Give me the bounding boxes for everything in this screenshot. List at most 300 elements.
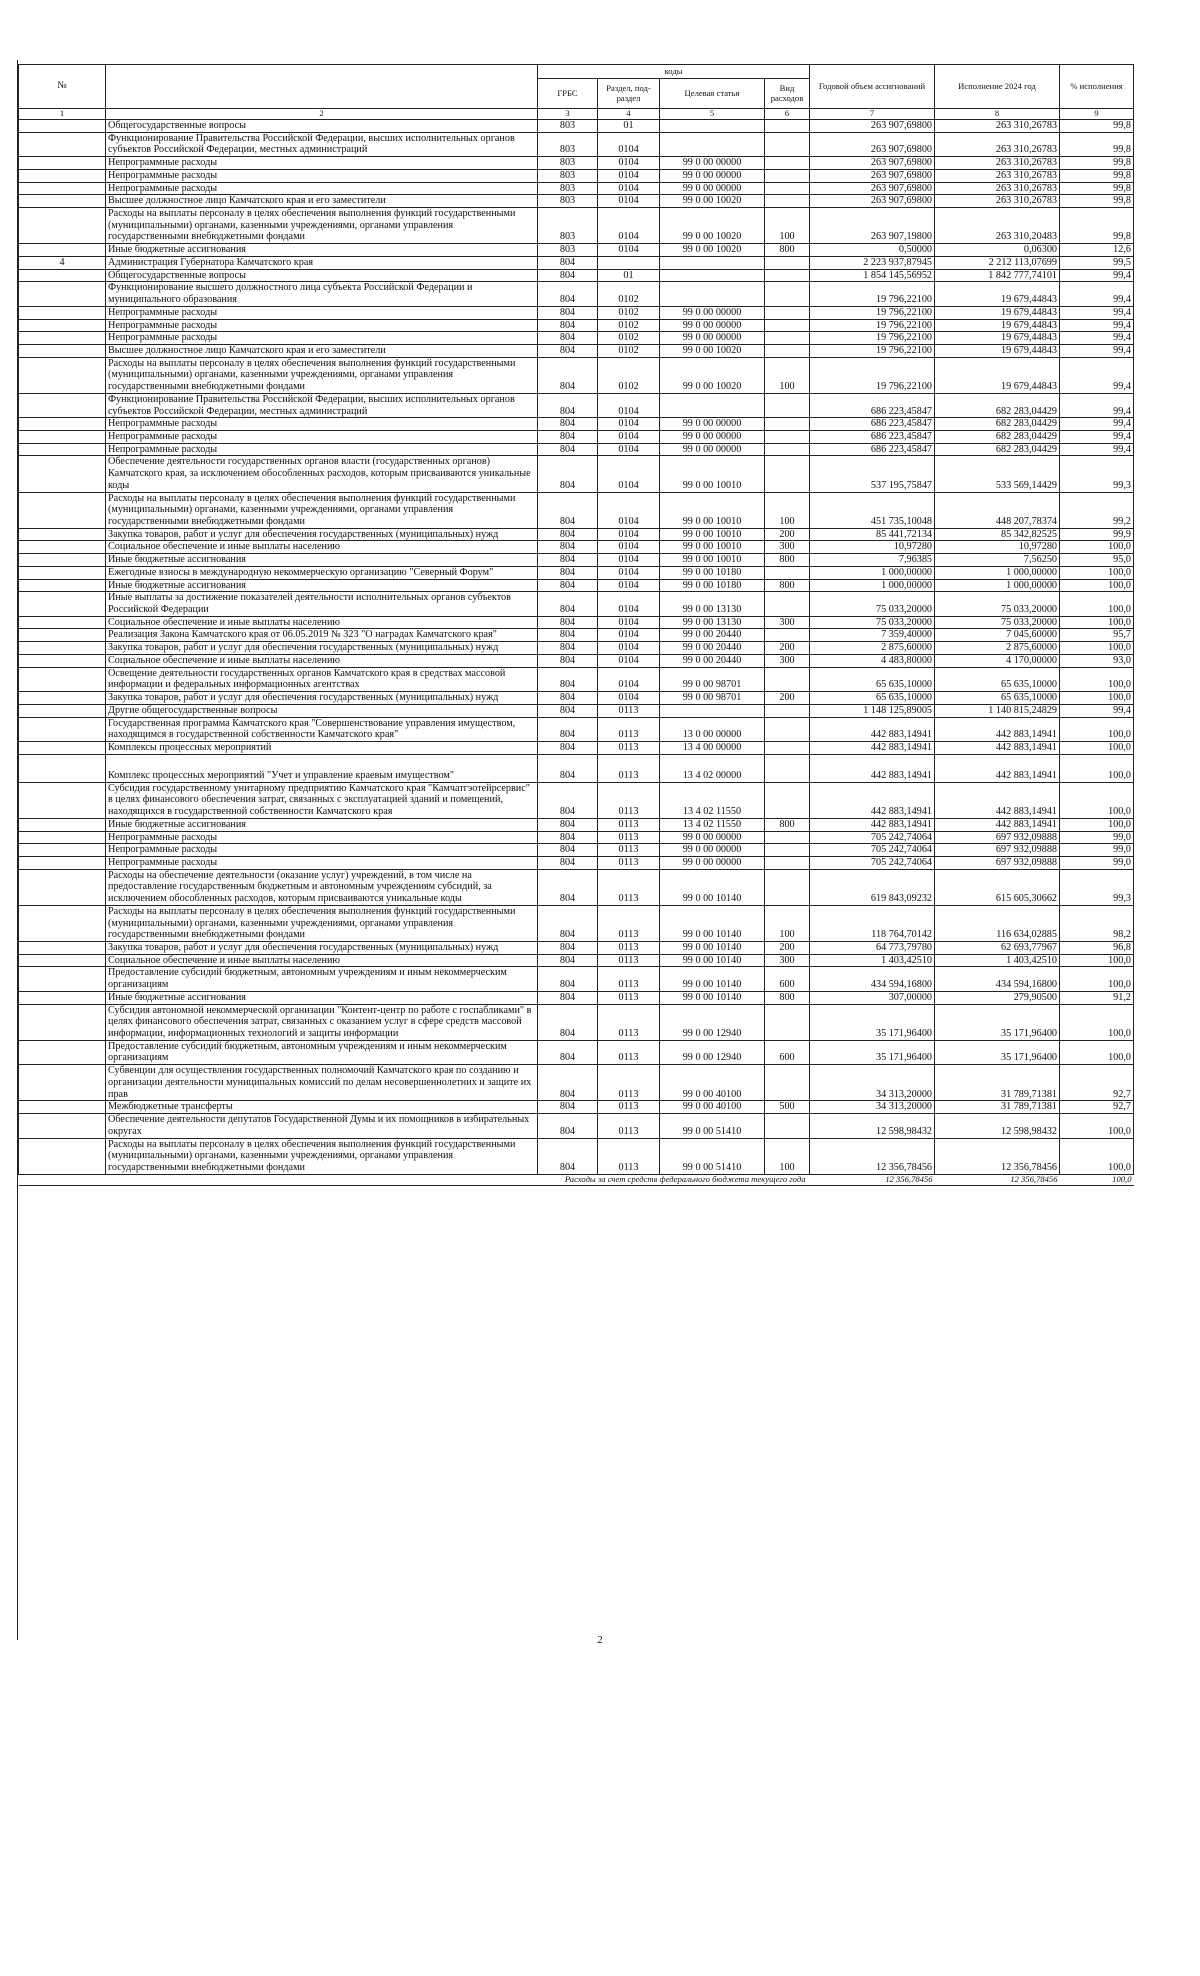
cell-section: 0104 bbox=[598, 692, 660, 705]
cell-annual-amount: 686 223,45847 bbox=[810, 393, 935, 417]
cell-percent: 99,4 bbox=[1060, 704, 1134, 717]
cell-percent: 100,0 bbox=[1060, 754, 1134, 782]
cell-section: 0104 bbox=[598, 182, 660, 195]
colnum: 5 bbox=[660, 109, 765, 120]
cell-num bbox=[19, 195, 106, 208]
table-row bbox=[19, 492, 1134, 528]
cell-section: 0113 bbox=[598, 1114, 660, 1138]
cell-percent: 100,0 bbox=[1060, 566, 1134, 579]
cell-grbs: 804 bbox=[538, 541, 598, 554]
cell-expense-kind bbox=[765, 319, 810, 332]
cell-section: 0104 bbox=[598, 629, 660, 642]
cell-execution: 85 342,82525 bbox=[935, 528, 1060, 541]
cell-annual-amount: 19 796,22100 bbox=[810, 306, 935, 319]
cell-execution: 19 679,44843 bbox=[935, 344, 1060, 357]
cell-grbs: 804 bbox=[538, 667, 598, 691]
cell-expense-kind: 200 bbox=[765, 942, 810, 955]
cell-section: 0113 bbox=[598, 831, 660, 844]
cell-target-article bbox=[660, 393, 765, 417]
cell-section: 0113 bbox=[598, 954, 660, 967]
cell-execution: 1 403,42510 bbox=[935, 954, 1060, 967]
cell-execution: 2 875,60000 bbox=[935, 642, 1060, 655]
cell-name: Социальное обеспечение и иные выплаты населению bbox=[106, 616, 538, 629]
cell-expense-kind: 100 bbox=[765, 357, 810, 393]
cell-target-article: 13 4 02 11550 bbox=[660, 782, 765, 818]
budget-execution-table bbox=[18, 64, 1134, 1186]
cell-target-article: 99 0 00 51410 bbox=[660, 1138, 765, 1174]
cell-execution: 2 212 113,07699 bbox=[935, 256, 1060, 269]
cell-percent: 99,4 bbox=[1060, 319, 1134, 332]
cell-percent: 96,8 bbox=[1060, 942, 1134, 955]
cell-target-article: 99 0 00 10140 bbox=[660, 905, 765, 941]
cell-execution: 12 356,78456 bbox=[935, 1138, 1060, 1174]
cell-grbs: 804 bbox=[538, 967, 598, 991]
table-row bbox=[19, 1114, 1134, 1138]
cell-annual-amount: 442 883,14941 bbox=[810, 754, 935, 782]
cell-execution: 682 283,04429 bbox=[935, 418, 1060, 431]
cell-annual-amount: 307,00000 bbox=[810, 991, 935, 1004]
cell-expense-kind bbox=[765, 169, 810, 182]
cell-num bbox=[19, 667, 106, 691]
cell-execution: 263 310,26783 bbox=[935, 169, 1060, 182]
cell-execution: 448 207,78374 bbox=[935, 492, 1060, 528]
cell-annual-amount: 19 796,22100 bbox=[810, 332, 935, 345]
cell-target-article: 99 0 00 00000 bbox=[660, 157, 765, 170]
cell-target-article: 99 0 00 13130 bbox=[660, 616, 765, 629]
cell-annual-amount: 705 242,74064 bbox=[810, 844, 935, 857]
table-row bbox=[19, 1138, 1134, 1174]
cell-name: Иные бюджетные ассигнования bbox=[106, 991, 538, 1004]
cell-num bbox=[19, 1004, 106, 1040]
table-row bbox=[19, 1065, 1134, 1101]
cell-name: Социальное обеспечение и иные выплаты населению bbox=[106, 954, 538, 967]
cell-execution: 442 883,14941 bbox=[935, 754, 1060, 782]
table-row bbox=[19, 818, 1134, 831]
cell-target-article: 99 0 00 00000 bbox=[660, 169, 765, 182]
cell-section: 0113 bbox=[598, 967, 660, 991]
cell-expense-kind bbox=[765, 456, 810, 492]
cell-target-article: 99 0 00 00000 bbox=[660, 430, 765, 443]
cell-num bbox=[19, 566, 106, 579]
cell-target-article: 99 0 00 10140 bbox=[660, 967, 765, 991]
cell-name: Межбюджетные трансферты bbox=[106, 1101, 538, 1114]
cell-num bbox=[19, 430, 106, 443]
table-row bbox=[19, 667, 1134, 691]
cell-expense-kind bbox=[765, 443, 810, 456]
cell-percent: 99,5 bbox=[1060, 256, 1134, 269]
cell-name: Предоставление субсидий бюджетным, автономным учреждениям и иным некоммерческим организациям bbox=[106, 1040, 538, 1064]
cell-annual-amount: 434 594,16800 bbox=[810, 967, 935, 991]
cell-grbs: 804 bbox=[538, 954, 598, 967]
cell-expense-kind bbox=[765, 844, 810, 857]
cell-execution: 75 033,20000 bbox=[935, 616, 1060, 629]
cell-expense-kind bbox=[765, 269, 810, 282]
table-row bbox=[19, 554, 1134, 567]
cell-grbs: 803 bbox=[538, 244, 598, 257]
cell-percent: 100,0 bbox=[1060, 592, 1134, 616]
cell-execution: 615 605,30662 bbox=[935, 869, 1060, 905]
cell-grbs: 804 bbox=[538, 1065, 598, 1101]
cell-execution: 1 842 777,74101 bbox=[935, 269, 1060, 282]
cell-annual-amount: 263 907,69800 bbox=[810, 169, 935, 182]
cell-name: Непрограммные расходы bbox=[106, 157, 538, 170]
table-row bbox=[19, 1004, 1134, 1040]
cell-execution: 65 635,10000 bbox=[935, 667, 1060, 691]
cell-name: Субвенции для осуществления государственных полномочий Камчатского края по созданию и организации деятельности муниципальных комиссий по делам несовершеннолетних и защите их прав bbox=[106, 1065, 538, 1101]
cell-annual-amount: 263 907,69800 bbox=[810, 120, 935, 133]
cell-num bbox=[19, 616, 106, 629]
cell-annual-amount: 85 441,72134 bbox=[810, 528, 935, 541]
cell-num bbox=[19, 844, 106, 857]
cell-execution: 442 883,14941 bbox=[935, 818, 1060, 831]
cell-grbs: 804 bbox=[538, 430, 598, 443]
table-row bbox=[19, 157, 1134, 170]
cell-num bbox=[19, 393, 106, 417]
cell-annual-amount: 537 195,75847 bbox=[810, 456, 935, 492]
cell-num bbox=[19, 954, 106, 967]
cell-target-article: 13 4 02 11550 bbox=[660, 818, 765, 831]
cell-name: Расходы на выплаты персоналу в целях обеспечения выполнения функций государственными (муниципальными) органами, казенными учреждениями, органами управления государственными внебюджетными фондами bbox=[106, 1138, 538, 1174]
cell-num bbox=[19, 1114, 106, 1138]
cell-percent: 99,8 bbox=[1060, 169, 1134, 182]
cell-name: Высшее должностное лицо Камчатского края и его заместители bbox=[106, 344, 538, 357]
cell-num bbox=[19, 704, 106, 717]
cell-expense-kind bbox=[765, 195, 810, 208]
cell-num bbox=[19, 319, 106, 332]
cell-target-article: 99 0 00 20440 bbox=[660, 629, 765, 642]
cell-execution: 31 789,71381 bbox=[935, 1065, 1060, 1101]
cell-name: Закупка товаров, работ и услуг для обеспечения государственных (муниципальных) нужд bbox=[106, 942, 538, 955]
cell-name: Непрограммные расходы bbox=[106, 443, 538, 456]
cell-expense-kind: 100 bbox=[765, 492, 810, 528]
cell-section: 0102 bbox=[598, 306, 660, 319]
cell-name: Непрограммные расходы bbox=[106, 319, 538, 332]
cell-target-article: 99 0 00 10010 bbox=[660, 492, 765, 528]
cell-target-article bbox=[660, 704, 765, 717]
cell-expense-kind bbox=[765, 869, 810, 905]
cell-target-article: 99 0 00 00000 bbox=[660, 332, 765, 345]
colnum: 6 bbox=[765, 109, 810, 120]
cell-target-article: 99 0 00 10180 bbox=[660, 579, 765, 592]
cell-section: 0104 bbox=[598, 430, 660, 443]
cell-annual-amount: 442 883,14941 bbox=[810, 818, 935, 831]
table-header bbox=[19, 65, 1134, 120]
table-row bbox=[19, 418, 1134, 431]
cell-expense-kind: 800 bbox=[765, 554, 810, 567]
table-row bbox=[19, 208, 1134, 244]
cell-execution: 19 679,44843 bbox=[935, 357, 1060, 393]
cell-execution: 35 171,96400 bbox=[935, 1004, 1060, 1040]
footnote-plan: 12 356,78456 bbox=[810, 1174, 935, 1185]
cell-grbs: 804 bbox=[538, 741, 598, 754]
table-row bbox=[19, 393, 1134, 417]
table-row bbox=[19, 430, 1134, 443]
cell-name: Иные бюджетные ассигнования bbox=[106, 818, 538, 831]
cell-target-article: 99 0 00 10010 bbox=[660, 554, 765, 567]
cell-percent: 100,0 bbox=[1060, 1138, 1134, 1174]
header-num: № bbox=[19, 65, 106, 109]
cell-execution: 19 679,44843 bbox=[935, 319, 1060, 332]
cell-execution: 31 789,71381 bbox=[935, 1101, 1060, 1114]
cell-grbs: 804 bbox=[538, 692, 598, 705]
cell-grbs: 804 bbox=[538, 357, 598, 393]
cell-expense-kind bbox=[765, 430, 810, 443]
cell-num bbox=[19, 282, 106, 306]
cell-execution: 442 883,14941 bbox=[935, 782, 1060, 818]
cell-grbs: 804 bbox=[538, 566, 598, 579]
cell-num bbox=[19, 831, 106, 844]
cell-target-article: 99 0 00 10020 bbox=[660, 195, 765, 208]
cell-grbs: 804 bbox=[538, 856, 598, 869]
table-row bbox=[19, 182, 1134, 195]
cell-execution: 10,97280 bbox=[935, 541, 1060, 554]
cell-percent: 100,0 bbox=[1060, 1004, 1134, 1040]
cell-grbs: 804 bbox=[538, 1040, 598, 1064]
cell-execution: 442 883,14941 bbox=[935, 741, 1060, 754]
cell-grbs: 803 bbox=[538, 120, 598, 133]
cell-percent: 99,8 bbox=[1060, 132, 1134, 156]
cell-num bbox=[19, 492, 106, 528]
cell-execution: 1 000,00000 bbox=[935, 579, 1060, 592]
cell-section: 01 bbox=[598, 120, 660, 133]
cell-section: 0104 bbox=[598, 566, 660, 579]
cell-name: Реализация Закона Камчатского края от 06.05.2019 № 323 "О наградах Камчатского края" bbox=[106, 629, 538, 642]
cell-target-article: 99 0 00 98701 bbox=[660, 667, 765, 691]
cell-num bbox=[19, 169, 106, 182]
cell-grbs: 804 bbox=[538, 456, 598, 492]
cell-annual-amount: 442 883,14941 bbox=[810, 741, 935, 754]
cell-target-article: 99 0 00 10140 bbox=[660, 954, 765, 967]
colnum: 2 bbox=[106, 109, 538, 120]
cell-section bbox=[598, 256, 660, 269]
cell-target-article: 99 0 00 10020 bbox=[660, 344, 765, 357]
cell-expense-kind bbox=[765, 629, 810, 642]
cell-execution: 65 635,10000 bbox=[935, 692, 1060, 705]
cell-section: 0104 bbox=[598, 443, 660, 456]
cell-section: 0104 bbox=[598, 456, 660, 492]
colnum: 1 bbox=[19, 109, 106, 120]
cell-section: 0113 bbox=[598, 704, 660, 717]
cell-num bbox=[19, 692, 106, 705]
cell-annual-amount: 263 907,19800 bbox=[810, 208, 935, 244]
cell-expense-kind bbox=[765, 592, 810, 616]
footnote-label: Расходы за счет средств федерального бюджета текущего года bbox=[19, 1174, 810, 1185]
cell-grbs: 803 bbox=[538, 169, 598, 182]
cell-percent: 100,0 bbox=[1060, 741, 1134, 754]
cell-annual-amount: 705 242,74064 bbox=[810, 831, 935, 844]
cell-expense-kind: 600 bbox=[765, 1040, 810, 1064]
cell-section: 0113 bbox=[598, 1040, 660, 1064]
cell-expense-kind: 200 bbox=[765, 642, 810, 655]
cell-name: Ежегодные взносы в международную некоммерческую организацию "Северный Форум" bbox=[106, 566, 538, 579]
cell-grbs: 804 bbox=[538, 782, 598, 818]
cell-annual-amount: 75 033,20000 bbox=[810, 592, 935, 616]
table-row bbox=[19, 967, 1134, 991]
cell-name: Иные выплаты за достижение показателей деятельности исполнительных органов субъектов Российской Федерации bbox=[106, 592, 538, 616]
cell-expense-kind bbox=[765, 754, 810, 782]
cell-expense-kind bbox=[765, 856, 810, 869]
table-row bbox=[19, 528, 1134, 541]
cell-name: Непрограммные расходы bbox=[106, 831, 538, 844]
cell-annual-amount: 451 735,10048 bbox=[810, 492, 935, 528]
cell-num bbox=[19, 1101, 106, 1114]
cell-annual-amount: 2 875,60000 bbox=[810, 642, 935, 655]
cell-num bbox=[19, 554, 106, 567]
cell-target-article bbox=[660, 120, 765, 133]
cell-grbs: 804 bbox=[538, 1138, 598, 1174]
cell-percent: 100,0 bbox=[1060, 541, 1134, 554]
colnum: 9 bbox=[1060, 109, 1134, 120]
colnum: 3 bbox=[538, 109, 598, 120]
table-row bbox=[19, 692, 1134, 705]
table-row bbox=[19, 754, 1134, 782]
cell-target-article: 99 0 00 13130 bbox=[660, 592, 765, 616]
cell-name: Непрограммные расходы bbox=[106, 856, 538, 869]
cell-expense-kind bbox=[765, 667, 810, 691]
cell-section: 0104 bbox=[598, 667, 660, 691]
header-target: Целевая статья bbox=[660, 79, 765, 109]
cell-percent: 99,0 bbox=[1060, 856, 1134, 869]
cell-section: 0113 bbox=[598, 1101, 660, 1114]
table-row bbox=[19, 592, 1134, 616]
cell-annual-amount: 4 483,80000 bbox=[810, 654, 935, 667]
cell-execution: 35 171,96400 bbox=[935, 1040, 1060, 1064]
cell-section: 0113 bbox=[598, 869, 660, 905]
cell-grbs: 804 bbox=[538, 393, 598, 417]
cell-expense-kind: 300 bbox=[765, 541, 810, 554]
cell-annual-amount: 1 854 145,56952 bbox=[810, 269, 935, 282]
cell-name: Закупка товаров, работ и услуг для обеспечения государственных (муниципальных) нужд bbox=[106, 528, 538, 541]
cell-num bbox=[19, 991, 106, 1004]
cell-num bbox=[19, 869, 106, 905]
cell-grbs: 804 bbox=[538, 332, 598, 345]
table-row bbox=[19, 319, 1134, 332]
cell-percent: 99,4 bbox=[1060, 282, 1134, 306]
cell-expense-kind bbox=[765, 741, 810, 754]
table-row bbox=[19, 256, 1134, 269]
cell-target-article: 99 0 00 00000 bbox=[660, 418, 765, 431]
cell-section: 0104 bbox=[598, 642, 660, 655]
cell-grbs: 803 bbox=[538, 182, 598, 195]
cell-name: Государственная программа Камчатского края "Совершенствование управления имуществом, находящимся в государственной собственности Камчатского края" bbox=[106, 717, 538, 741]
cell-annual-amount: 75 033,20000 bbox=[810, 616, 935, 629]
page-number: 2 bbox=[597, 1634, 603, 1646]
cell-execution: 682 283,04429 bbox=[935, 430, 1060, 443]
cell-section: 0113 bbox=[598, 856, 660, 869]
cell-expense-kind bbox=[765, 393, 810, 417]
table-row bbox=[19, 344, 1134, 357]
cell-annual-amount: 263 907,69800 bbox=[810, 157, 935, 170]
cell-num bbox=[19, 182, 106, 195]
cell-annual-amount: 442 883,14941 bbox=[810, 717, 935, 741]
cell-expense-kind bbox=[765, 332, 810, 345]
cell-percent: 99,4 bbox=[1060, 393, 1134, 417]
cell-section: 01 bbox=[598, 269, 660, 282]
table-row bbox=[19, 269, 1134, 282]
cell-section: 0102 bbox=[598, 357, 660, 393]
cell-grbs: 804 bbox=[538, 616, 598, 629]
cell-percent: 99,4 bbox=[1060, 306, 1134, 319]
cell-name: Субсидия государственному унитарному предприятию Камчатского края "Камчатгэотейрсервис" в целях финансового обеспечения затрат, связанных с эксплуатацией зданий и помещений, находящихся в государственной собственности Камчатского края bbox=[106, 782, 538, 818]
cell-execution: 434 594,16800 bbox=[935, 967, 1060, 991]
cell-section: 0104 bbox=[598, 541, 660, 554]
cell-name: Непрограммные расходы bbox=[106, 332, 538, 345]
table-row bbox=[19, 1101, 1134, 1114]
cell-section: 0113 bbox=[598, 905, 660, 941]
cell-expense-kind: 300 bbox=[765, 616, 810, 629]
cell-percent: 99,4 bbox=[1060, 344, 1134, 357]
cell-num bbox=[19, 244, 106, 257]
cell-section: 0113 bbox=[598, 844, 660, 857]
cell-name: Социальное обеспечение и иные выплаты населению bbox=[106, 654, 538, 667]
cell-execution: 263 310,26783 bbox=[935, 195, 1060, 208]
cell-percent: 99,8 bbox=[1060, 195, 1134, 208]
cell-expense-kind bbox=[765, 566, 810, 579]
cell-grbs: 804 bbox=[538, 1114, 598, 1138]
cell-expense-kind bbox=[765, 717, 810, 741]
cell-num bbox=[19, 942, 106, 955]
cell-num bbox=[19, 717, 106, 741]
cell-num bbox=[19, 208, 106, 244]
table-body bbox=[19, 120, 1134, 1175]
cell-percent: 100,0 bbox=[1060, 579, 1134, 592]
cell-grbs: 804 bbox=[538, 844, 598, 857]
cell-annual-amount: 19 796,22100 bbox=[810, 357, 935, 393]
cell-execution: 75 033,20000 bbox=[935, 592, 1060, 616]
cell-percent: 98,2 bbox=[1060, 905, 1134, 941]
cell-num bbox=[19, 1065, 106, 1101]
cell-execution: 19 679,44843 bbox=[935, 306, 1060, 319]
cell-grbs: 804 bbox=[538, 654, 598, 667]
cell-annual-amount: 0,50000 bbox=[810, 244, 935, 257]
cell-section: 0113 bbox=[598, 717, 660, 741]
cell-percent: 92,7 bbox=[1060, 1065, 1134, 1101]
cell-target-article: 99 0 00 10020 bbox=[660, 357, 765, 393]
cell-expense-kind bbox=[765, 157, 810, 170]
cell-annual-amount: 1 000,00000 bbox=[810, 566, 935, 579]
cell-target-article: 99 0 00 20440 bbox=[660, 654, 765, 667]
cell-section: 0113 bbox=[598, 741, 660, 754]
cell-name: Общегосударственные вопросы bbox=[106, 269, 538, 282]
cell-expense-kind: 500 bbox=[765, 1101, 810, 1114]
table-row bbox=[19, 195, 1134, 208]
cell-grbs: 804 bbox=[538, 905, 598, 941]
cell-percent: 99,4 bbox=[1060, 430, 1134, 443]
cell-name: Расходы на выплаты персоналу в целях обеспечения выполнения функций государственными (муниципальными) органами, казенными учреждениями, органами управления государственными внебюджетными фондами bbox=[106, 905, 538, 941]
table-row bbox=[19, 332, 1134, 345]
cell-target-article: 99 0 00 00000 bbox=[660, 844, 765, 857]
table-row bbox=[19, 357, 1134, 393]
cell-grbs: 804 bbox=[538, 592, 598, 616]
cell-target-article: 13 4 00 00000 bbox=[660, 741, 765, 754]
colnum: 8 bbox=[935, 109, 1060, 120]
cell-name: Непрограммные расходы bbox=[106, 418, 538, 431]
cell-target-article: 99 0 00 10140 bbox=[660, 942, 765, 955]
cell-expense-kind bbox=[765, 282, 810, 306]
table-row bbox=[19, 942, 1134, 955]
cell-grbs: 804 bbox=[538, 418, 598, 431]
cell-grbs: 804 bbox=[538, 282, 598, 306]
cell-execution: 19 679,44843 bbox=[935, 282, 1060, 306]
table-row bbox=[19, 579, 1134, 592]
cell-grbs: 804 bbox=[538, 629, 598, 642]
cell-section: 0104 bbox=[598, 244, 660, 257]
cell-expense-kind bbox=[765, 704, 810, 717]
column-number-row bbox=[19, 109, 1134, 120]
cell-target-article: 99 0 00 40100 bbox=[660, 1065, 765, 1101]
table-row bbox=[19, 629, 1134, 642]
cell-section: 0104 bbox=[598, 132, 660, 156]
